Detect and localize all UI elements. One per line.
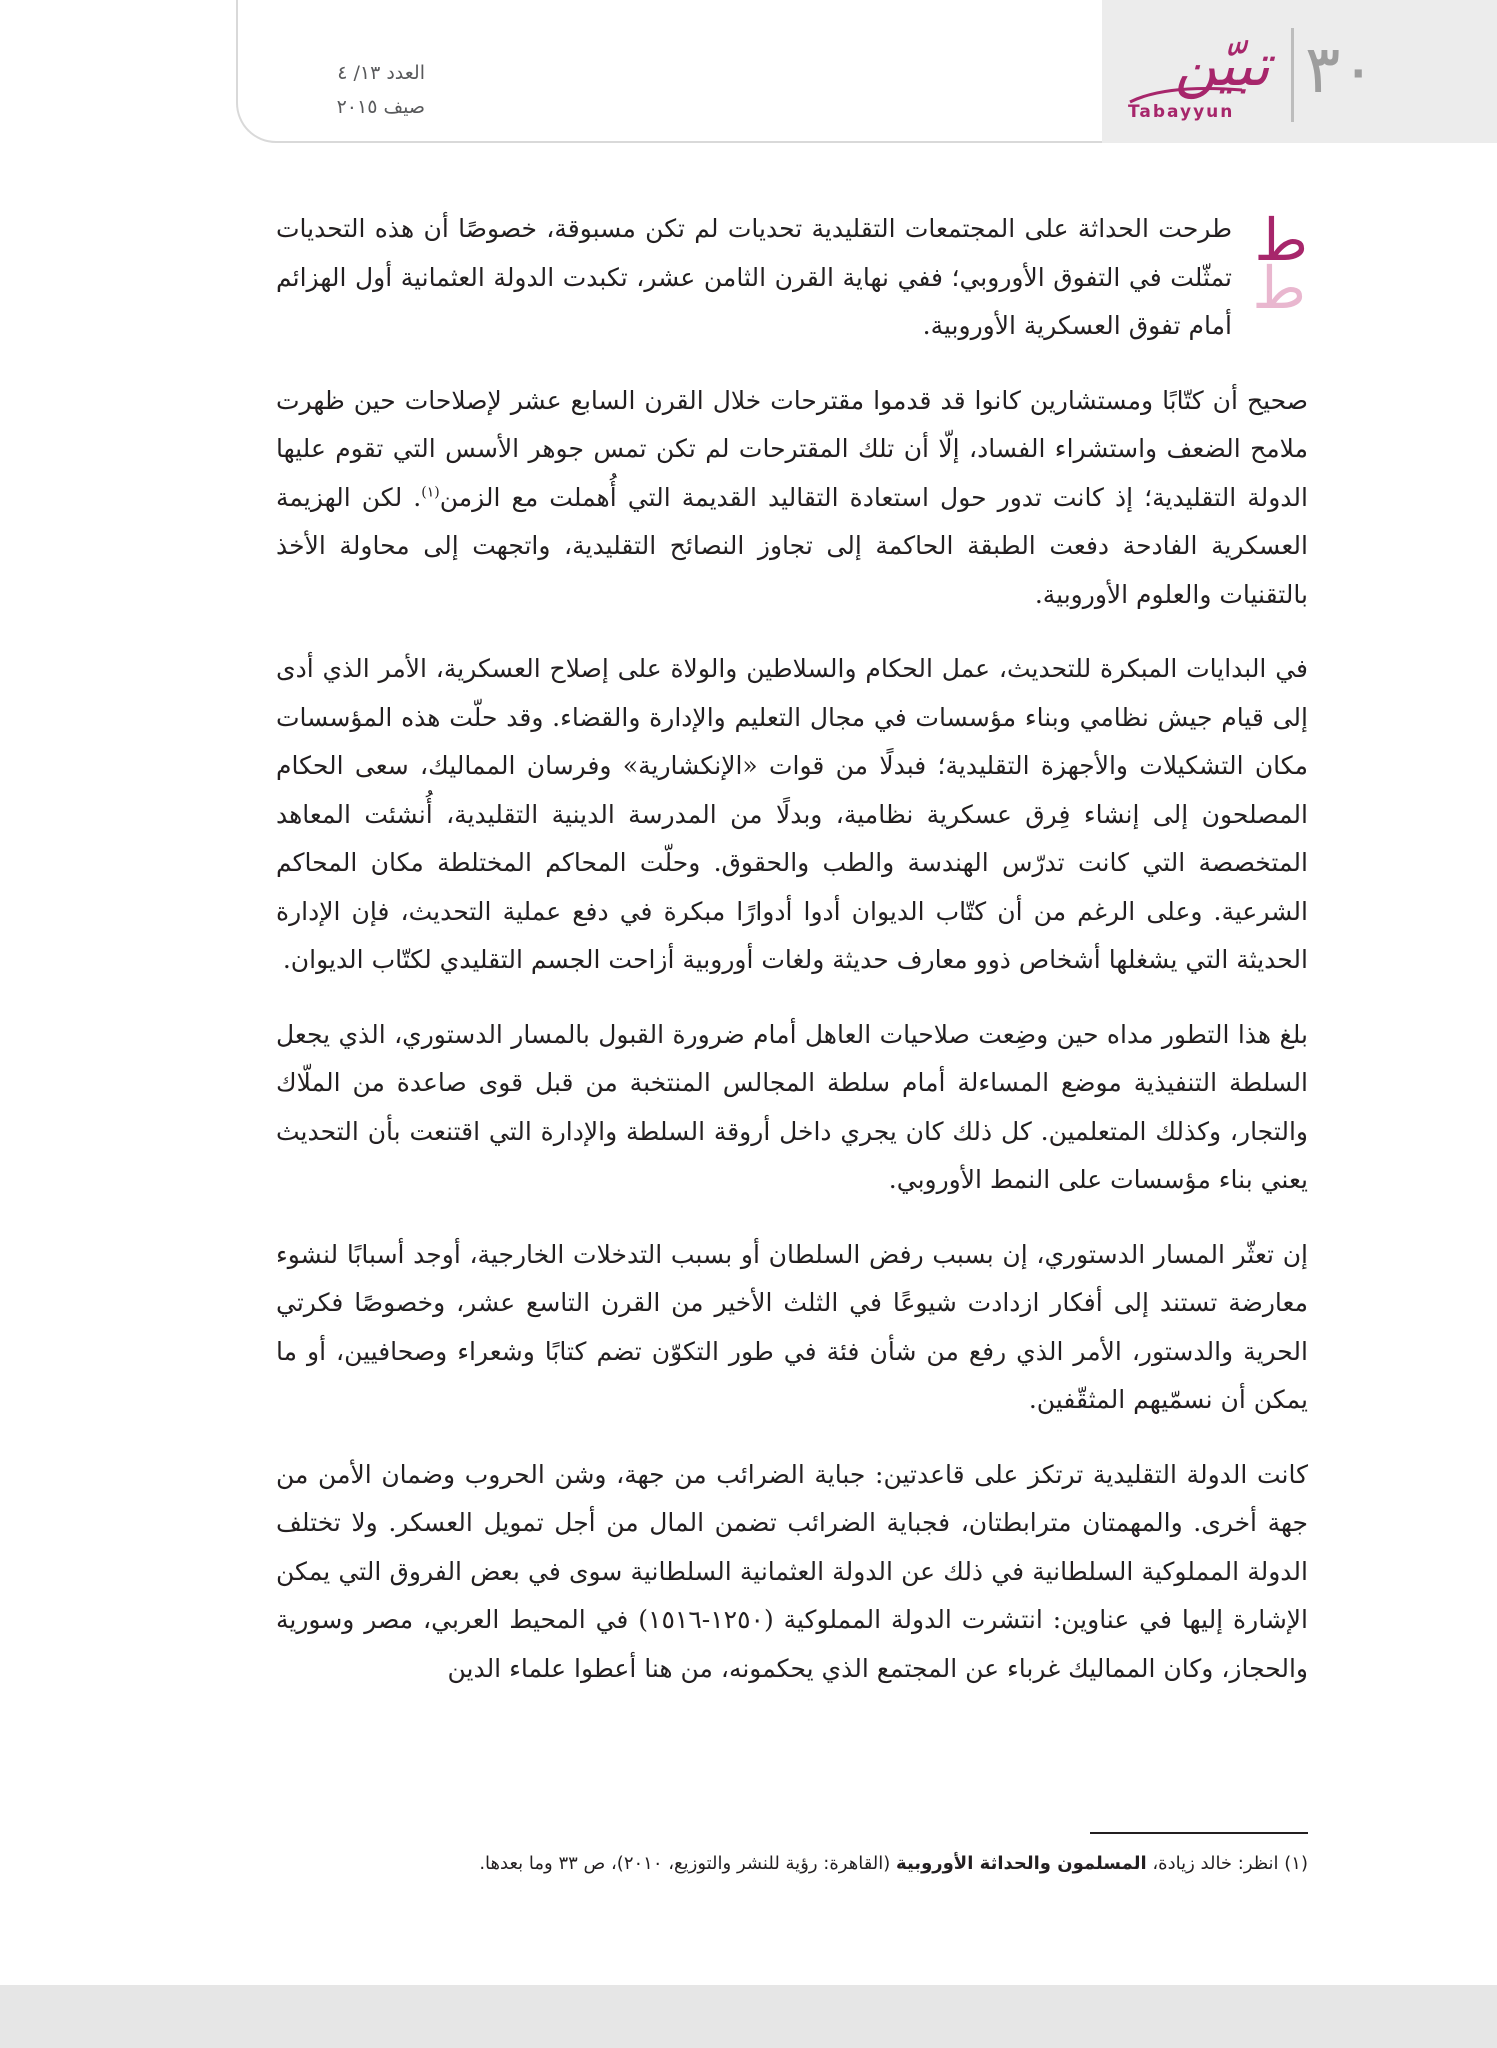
paragraph-4: بلغ هذا التطور مداه حين وضِعت صلاحيات العاهل أمام ضرورة القبول بالمسار الدستوري، الذي يجعل السلطة التنفيذية موضع المساءلة أمام سلطة المجالس المنتخبة من قبل قوى صاعدة من الملّاك والتجار، وكذلك المتعلمين. كل ذلك كان يجري داخل أروقة السلطة والإدارة التي اقتنعت بأن التحديث يعني بناء مؤسسات على النمط الأوروبي. <box>276 1019 1308 1194</box>
bottom-band <box>0 1985 1497 2048</box>
journal-logo <box>1120 30 1280 130</box>
page-number: ٣٠ <box>1305 31 1376 108</box>
footnote-suffix: (القاهرة: رؤية للنشر والتوزيع، ٢٠١٠)، ص ٣٣ وما بعدها. <box>479 1853 897 1874</box>
dropcap-letter-shadow: ط <box>1252 254 1306 322</box>
issue-season: صيف ٢٠١٥ <box>336 96 425 118</box>
dropcap-letter: ط <box>1254 206 1308 274</box>
dropcap-ornament <box>1248 206 1308 322</box>
issue-number: العدد ١٣/ ٤ <box>337 62 425 84</box>
paragraph-3: في البدايات المبكرة للتحديث، عمل الحكام والسلاطين والولاة على إصلاح العسكرية، الأمر الذي أدى إلى قيام جيش نظامي وبناء مؤسسات في مجال التعليم والإدارة والقضاء. وقد حلّت هذه المؤسسات مكان التشكيلات والأجهزة التقليدية؛ فبدلًا من قوات «الإنكشارية» وفرسان المماليك، سعى الحكام المصلحون إلى إنشاء فِرق عسكرية نظامية، وبدلًا من المدرسة الدينية التقليدية، أُنشئت المعاهد المتخصصة التي كانت تدرّس الهندسة والطب والحقوق. وحلّت المحاكم المختلطة مكان المحاكم الشرعية. وعلى الرغم من أن كتّاب الديوان أدوا أدوارًا مبكرة في دفع عملية التحديث، فإن الإدارة الحديثة التي يشغلها أشخاص ذوو معارف حديثة ولغات أوروبية أزاحت الجسم التقليدي لكتّاب الديوان. <box>276 654 1308 974</box>
header-divider <box>1291 28 1294 122</box>
issue-info <box>275 56 425 124</box>
paragraph-2 <box>276 377 1308 620</box>
paragraph-2-text-a: صحيح أن كتّابًا ومستشارين كانوا قد قدموا مقترحات خلال القرن السابع عشر لإصلاحات حين ظهرت ملامح الضعف واستشراء الفساد، إلّا أن تلك المقترحات لم تكن تمس جوهر الأسس التي تقوم عليها الدولة التقليدية؛ إذ كانت تدور حول استعادة التقاليد القديمة التي أُهملت مع الزمن <box>276 385 1308 512</box>
page-header <box>0 0 1497 145</box>
paragraph-2-text-b: . لكن الهزيمة العسكرية الفادحة دفعت الطبقة الحاكمة إلى تجاوز النصائح التقليدية، واتجهت إلى محاولة الأخذ بالتقنيات والعلوم الأوروبية. <box>276 482 1308 609</box>
paragraph-5: إن تعثّر المسار الدستوري، إن بسبب رفض السلطان أو بسبب التدخلات الخارجية، أوجد أسبابًا لنشوء معارضة تستند إلى أفكار ازدادت شيوعًا في الثلث الأخير من القرن التاسع عشر، وخصوصًا فكرتي الحرية والدستور، الأمر الذي رفع من شأن فئة في طور التكوّن تضم كتابًا وشعراء وصحافيين، أو ما يمكن أن نسمّيهم المثقّفين. <box>276 1239 1308 1414</box>
logo-latin-text: Tabayyun <box>1128 102 1235 122</box>
footnote-book-title: المسلمون والحداثة الأوروبية <box>896 1853 1147 1874</box>
paragraph-1 <box>276 205 1308 351</box>
logo-arabic-text: تبيّن <box>1174 31 1270 99</box>
article-body <box>276 205 1308 1719</box>
footnote-prefix: (١) انظر: خالد زيادة، <box>1146 1853 1308 1874</box>
footnote-1 <box>276 1846 1308 1882</box>
footnote-rule <box>1090 1832 1308 1834</box>
footnote-ref[interactable]: (١) <box>421 484 440 501</box>
paragraph-6: كانت الدولة التقليدية ترتكز على قاعدتين: جباية الضرائب من جهة، وشن الحروب وضمان الأمن من جهة أخرى. والمهمتان مترابطتان، فجباية الضرائب تضمن المال من أجل تمويل العسكر. ولا تختلف الدولة المملوكية السلطانية في ذلك عن الدولة العثمانية السلطانية سوى في بعض الفروق التي يمكن الإشارة إليها في عناوين: انتشرت الدولة المملوكية (١٢٥٠-١٥١٦) في المحيط العربي، مصر وسورية والحجاز، وكان المماليك غرباء عن المجتمع الذي يحكمونه، من هنا أعطوا علماء الدين <box>276 1459 1308 1683</box>
paragraph-1-text: طرحت الحداثة على المجتمعات التقليدية تحديات لم تكن مسبوقة، خصوصًا أن هذه التحديات تمثّلت في التفوق الأوروبي؛ ففي نهاية القرن الثامن عشر، تكبدت الدولة العثمانية أول الهزائم أمام تفوق العسكرية الأوروبية. <box>276 214 1232 340</box>
